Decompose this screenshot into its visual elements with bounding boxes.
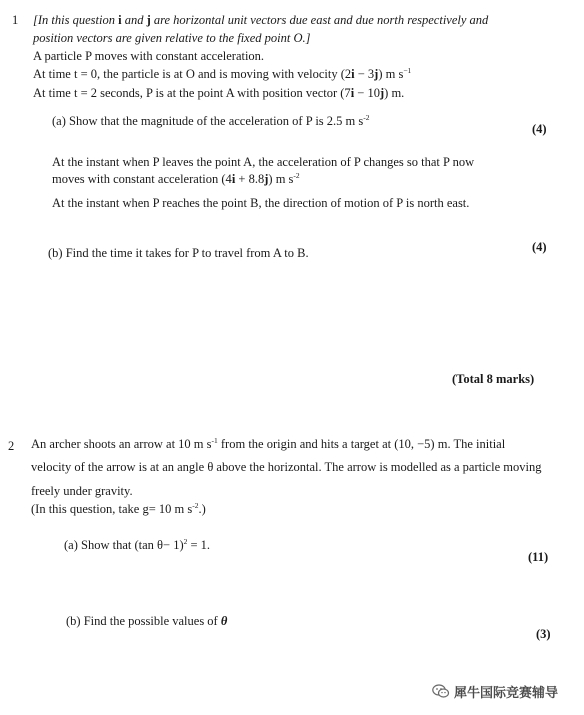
q1-intro-line-1: [In this question i and j are horizontal unit vectors due east and due north respectively and xyxy=(33,13,489,27)
q1-mid-line-1: At the instant when P leaves the point A, the acceleration of P changes so that P now xyxy=(52,155,475,169)
q1-part-b-marks: (4) xyxy=(532,240,547,254)
wechat-icon xyxy=(432,684,450,699)
q2-line-3: freely under gravity. xyxy=(31,484,133,498)
q1-part-a: (a) Show that the magnitude of the acceleration of P is 2.5 m $s^{-2}$ xyxy=(52,112,370,128)
q1-line-3: A particle P moves with constant acceleration. xyxy=(33,49,265,63)
watermark xyxy=(432,682,558,701)
q2-number: 2 xyxy=(8,439,15,453)
q2-line-2: velocity of the arrow is at an angle θ above the horizontal. The arrow is modelled as a particle moving xyxy=(31,460,542,474)
q1-number: 1 xyxy=(12,13,19,27)
q1-mid-line-3: At the instant when P reaches the point B, the direction of motion of P is north east. xyxy=(52,196,470,210)
q1-line-5: At time t = 2 seconds, P is at the point A with position vector (7i − 10j) m. xyxy=(33,86,405,100)
q1-total-marks: (Total 8 marks) xyxy=(452,372,535,386)
q1-part-a-marks: (4) xyxy=(532,122,547,136)
q2-line-4: (In this question, take g= 10 m $s^{-2}$.) xyxy=(31,500,206,516)
q1-line-4: At time t = 0, the particle is at O and is moving with velocity (2i − 3j) m $s^{-1}$ xyxy=(33,65,412,81)
q1-part-b: (b) Find the time it takes for P to travel from A to B. xyxy=(48,246,309,260)
q2-part-b-marks: (3) xyxy=(536,627,551,641)
q1-mid-line-2: moves with constant acceleration (4i + 8.8j) m $s^{-2}$ xyxy=(52,170,300,186)
q2-part-a: (a) Show that (tan θ− 1)$^2$ = 1. xyxy=(64,536,211,552)
q2-part-b: (b) Find the possible values of θ xyxy=(66,614,228,628)
q2-line-1: An archer shoots an arrow at 10 m $s^{-1}$ from the origin and hits a target at (10, −5) m. The initial xyxy=(31,435,506,451)
q2-part-a-marks: (11) xyxy=(528,550,549,564)
watermark-text: 犀牛国际竞赛辅导 xyxy=(454,686,559,701)
q1-intro-line-2: position vectors are given relative to the fixed point O.] xyxy=(33,31,311,45)
